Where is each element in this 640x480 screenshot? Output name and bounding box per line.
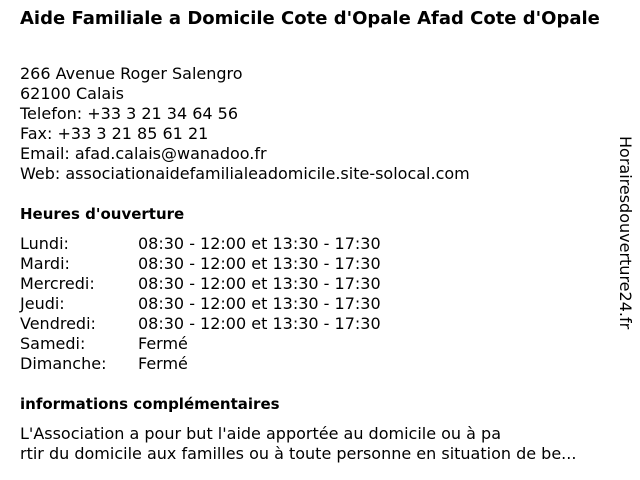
email-line: Email: afad.calais@wanadoo.fr: [20, 144, 267, 163]
web-line: Web: associationaidefamilialeadomicile.site-solocal.com: [20, 164, 470, 183]
day-hours: 08:30 - 12:00 et 13:30 - 17:30: [138, 294, 381, 313]
hours-row-monday: [20, 234, 381, 254]
fax-line: Fax: +33 3 21 85 61 21: [20, 124, 209, 143]
hours-row-tuesday: [20, 254, 381, 274]
day-hours: 08:30 - 12:00 et 13:30 - 17:30: [138, 254, 381, 273]
info-heading: informations complémentaires: [20, 395, 280, 413]
hours-table: [20, 234, 381, 374]
day-label: Dimanche:: [20, 354, 107, 373]
address-street: 266 Avenue Roger Salengro: [20, 64, 243, 83]
hours-row-sunday: [20, 354, 381, 374]
day-hours: 08:30 - 12:00 et 13:30 - 17:30: [138, 314, 381, 333]
day-label: Samedi:: [20, 334, 86, 353]
watermark-text: Horairesdouverture24.fr: [616, 136, 635, 330]
day-label: Vendredi:: [20, 314, 96, 333]
hours-heading: Heures d'ouverture: [20, 205, 185, 223]
day-hours: Fermé: [138, 354, 188, 373]
contact-info: [20, 64, 470, 184]
page-title: Aide Familiale a Domicile Cote d'Opale Afad Cote d'Opale: [20, 8, 600, 29]
description-line: rtir du domicile aux familles ou à toute personne en situation de be...: [20, 444, 577, 463]
day-hours: 08:30 - 12:00 et 13:30 - 17:30: [138, 234, 381, 253]
description-line: L'Association a pour but l'aide apportée au domicile ou à pa: [20, 424, 501, 443]
day-label: Jeudi:: [20, 294, 65, 313]
hours-row-wednesday: [20, 274, 381, 294]
hours-row-friday: [20, 314, 381, 334]
day-label: Lundi:: [20, 234, 69, 253]
hours-row-thursday: [20, 294, 381, 314]
phone-line: Telefon: +33 3 21 34 64 56: [20, 104, 239, 123]
day-hours: 08:30 - 12:00 et 13:30 - 17:30: [138, 274, 381, 293]
day-hours: Fermé: [138, 334, 188, 353]
address-city: 62100 Calais: [20, 84, 124, 103]
site-watermark: [612, 136, 640, 346]
hours-row-saturday: [20, 334, 381, 354]
day-label: Mercredi:: [20, 274, 95, 293]
description-text: [20, 424, 628, 464]
day-label: Mardi:: [20, 254, 70, 273]
